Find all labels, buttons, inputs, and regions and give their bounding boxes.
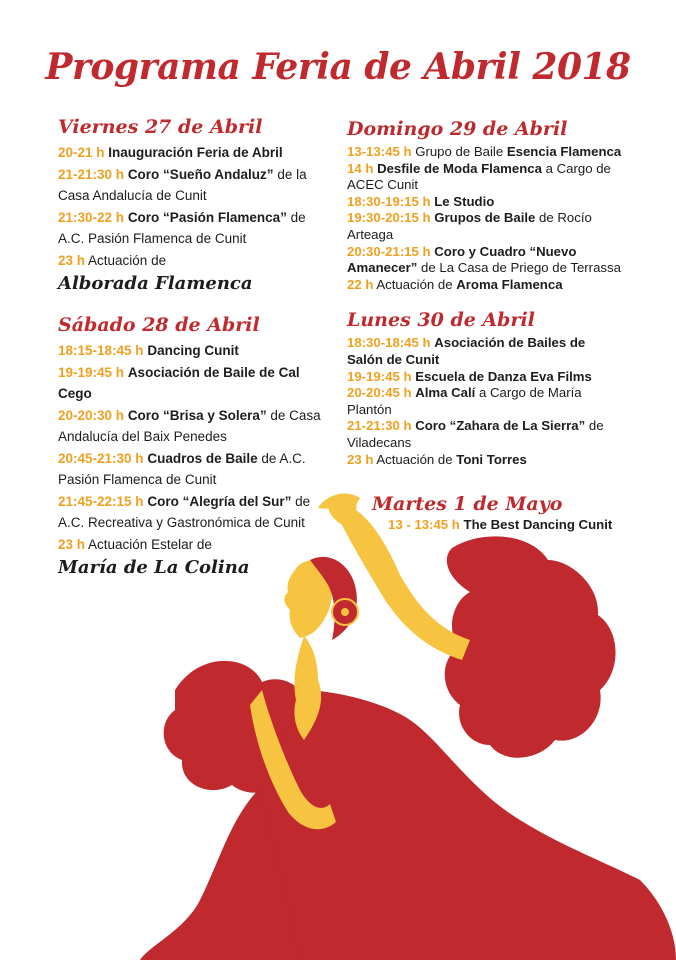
- event-detail: de Rocío Arteaga: [347, 210, 592, 242]
- day-heading-martes: Martes 1 de Mayo: [372, 493, 563, 515]
- event-line: [58, 362, 333, 405]
- event-detail: de La Casa de Priego de Terrassa: [417, 260, 621, 276]
- event-detail: de la Casa Andalucía de Cunit: [58, 166, 307, 203]
- event-name: Asociación de Bailes de Salón de Cunit: [347, 335, 586, 367]
- event-name: Escuela de Danza Eva Films: [415, 368, 592, 384]
- event-time: 18:15-18:45 h: [58, 343, 144, 358]
- event-line: [58, 448, 333, 491]
- day-heading-lunes: Lunes 30 de Abril: [347, 309, 535, 332]
- event-line: [347, 161, 623, 194]
- poster-title: Programa Feria de Abril 2018: [45, 46, 631, 88]
- sleeve-ruffle-left: [164, 661, 315, 793]
- event-name: Coro “Pasión Flamenca”: [127, 209, 287, 225]
- event-time: 19-19:45 h: [347, 368, 412, 384]
- event-name: Desfile de Moda Flamenca: [377, 160, 542, 176]
- event-name: Coro “Alegría del Sur”: [147, 493, 292, 509]
- event-name: Coro y Cuadro “Nuevo Amanecer”: [347, 243, 577, 276]
- event-name: The Best Dancing Cunit: [463, 517, 613, 532]
- lunes-section: [347, 309, 623, 468]
- event-time: 20-20:30 h: [58, 407, 125, 423]
- martes-section: [372, 493, 662, 533]
- dancer-torso: [294, 636, 321, 740]
- day-heading-sabado: Sábado 28 de Abril: [58, 314, 260, 336]
- event-line: [58, 405, 333, 448]
- event-detail: Actuación de: [376, 451, 457, 467]
- event-name: Aroma Flamenca: [456, 276, 563, 292]
- event-detail: de A.C. Recreativa y Gastronómica de Cunit: [58, 493, 311, 530]
- day-heading-domingo: Domingo 29 de Abril: [347, 118, 568, 140]
- event-line: [58, 164, 333, 207]
- event-detail: a Cargo de ACEC Cunit: [347, 160, 611, 193]
- event-time: 21-21:30 h: [58, 166, 125, 182]
- event-line: [347, 277, 623, 294]
- event-line: [347, 418, 623, 451]
- event-detail: de Casa Andalucía del Baix Penedes: [58, 407, 321, 444]
- event-line: [58, 534, 333, 556]
- event-time: 23 h: [347, 451, 374, 467]
- event-name: Dancing Cunit: [147, 343, 239, 358]
- dress: [241, 690, 676, 960]
- event-time: 20-21 h: [58, 145, 105, 160]
- event-line: [347, 244, 623, 277]
- event-name: Le Studio: [434, 193, 495, 209]
- event-line: [347, 369, 623, 386]
- event-detail: de Viladecans: [347, 418, 604, 450]
- event-detail: Actuación Estelar de: [88, 536, 212, 552]
- sabado-section: [58, 314, 333, 578]
- event-time: 13 - 13:45 h: [388, 517, 460, 532]
- event-line: [58, 207, 333, 250]
- event-time: 19:30-20:15 h: [347, 210, 431, 226]
- event-time: 19-19:45 h: [58, 364, 125, 380]
- event-line: [58, 250, 333, 272]
- viernes-section: [58, 116, 333, 294]
- event-time: 18:30-19:15 h: [347, 193, 431, 209]
- hair-flower: [332, 599, 358, 625]
- event-detail: a Cargo de María Plantón: [347, 385, 582, 417]
- event-name: Toni Torres: [456, 451, 527, 467]
- event-detail: Grupo de Baile: [415, 144, 507, 159]
- hair-flower-center: [341, 608, 349, 616]
- skirt-train: [140, 790, 300, 960]
- day-heading-viernes: Viernes 27 de Abril: [58, 116, 263, 138]
- event-name: Esencia Flamenca: [506, 144, 622, 159]
- event-time: 22 h: [347, 276, 374, 292]
- event-time: 21:30-22 h: [58, 209, 125, 225]
- event-line: [58, 142, 333, 164]
- event-detail: Actuación de: [376, 276, 457, 292]
- event-name: Coro “Brisa y Solera”: [127, 407, 267, 423]
- event-detail: Actuación de: [88, 252, 167, 268]
- event-name: Cuadros de Baile: [147, 450, 258, 466]
- event-detail: de A.C. Pasión Flamenca de Cunit: [58, 450, 306, 487]
- event-time: 20-20:45 h: [347, 385, 412, 401]
- event-name: Coro “Sueño Andaluz”: [127, 166, 274, 182]
- sleeve-ruffle-right: [445, 536, 616, 757]
- event-time: 23 h: [58, 536, 86, 552]
- event-time: 20:45-21:30 h: [58, 450, 144, 466]
- right-column: [347, 118, 623, 468]
- event-line: [347, 335, 623, 368]
- event-name: Inauguración Feria de Abril: [108, 145, 283, 160]
- featured-artist: Alborada Flamenca: [58, 273, 253, 294]
- event-time: 20:30-21:15 h: [347, 243, 431, 259]
- event-name: Asociación de Baile de Cal Cego: [58, 364, 300, 401]
- event-line: [347, 210, 623, 243]
- event-line: [347, 452, 623, 469]
- left-column: [58, 116, 333, 578]
- event-time: 21-21:30 h: [347, 418, 412, 434]
- event-time: 18:30-18:45 h: [347, 335, 431, 351]
- event-time: 21:45-22:15 h: [58, 493, 144, 509]
- domingo-section: [347, 118, 623, 293]
- event-line: [372, 516, 662, 533]
- event-name: Coro “Zahara de La Sierra”: [415, 418, 586, 434]
- event-line: [58, 491, 333, 534]
- event-time: 13-13:45 h: [347, 144, 412, 159]
- event-line: [347, 385, 623, 418]
- event-line: [347, 144, 623, 161]
- event-detail: de A.C. Pasión Flamenca de Cunit: [58, 209, 306, 246]
- event-name: Alma Calí: [415, 385, 476, 401]
- lower-arm: [250, 690, 336, 829]
- featured-artist: María de La Colina: [58, 557, 250, 578]
- event-name: Grupos de Baile: [434, 210, 536, 226]
- event-line: [347, 194, 623, 211]
- event-time: 23 h: [58, 252, 86, 268]
- event-time: 14 h: [347, 160, 374, 176]
- event-line: [58, 340, 333, 362]
